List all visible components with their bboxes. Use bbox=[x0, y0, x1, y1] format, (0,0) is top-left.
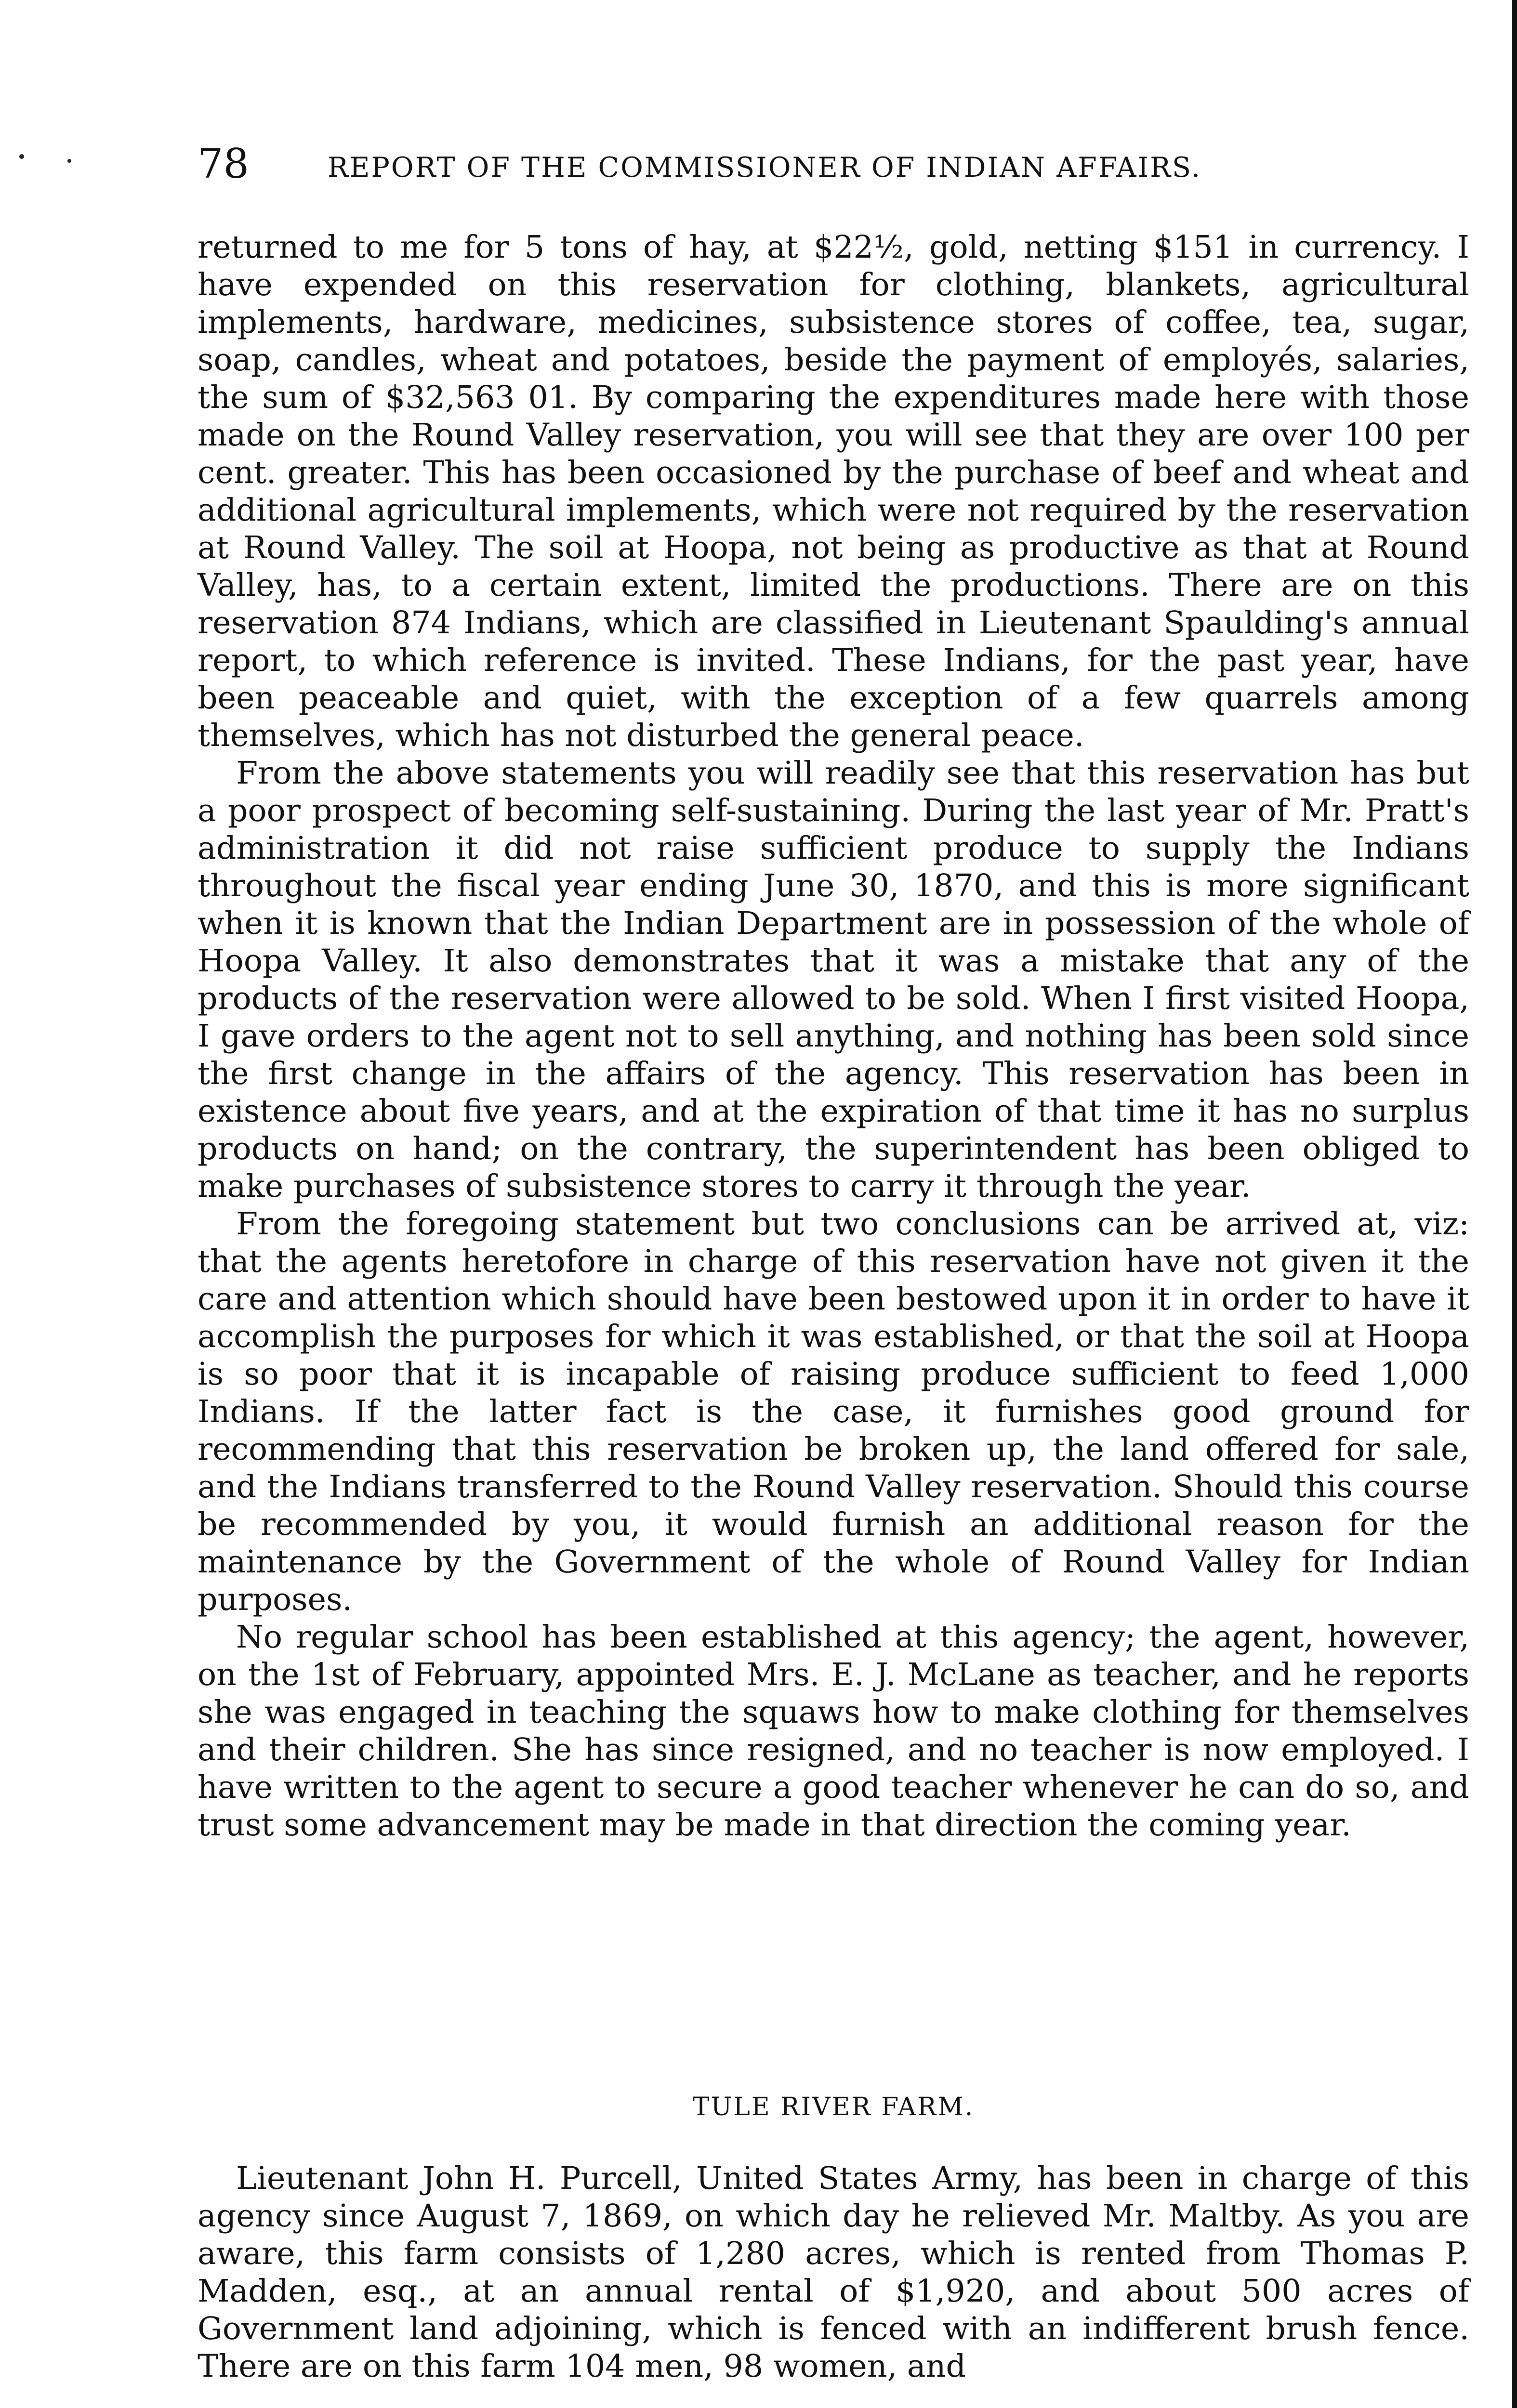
body-text bbox=[198, 229, 1469, 1844]
running-head: REPORT OF THE COMMISSIONER OF INDIAN AFFAIRS. bbox=[328, 152, 1202, 183]
paragraph: Lieutenant John H. Purcell, United States Army, has been in charge of this agency since August 7, 1869, on which day he relieved Mr. Maltby. As you are aware, this farm consists of 1,280 acres, which is rented from Thomas P. Madden, esq., at an annual rental of $1,920, and about 500 acres of Government land adjoining, which is fenced with an indifferent brush fence. There are on this farm 104 men, 98 women, and bbox=[198, 2160, 1469, 2384]
paragraph: returned to me for 5 tons of hay, at $22½, gold, netting $151 in currency. I have expended on this reservation for clothing, blankets, agricultural implements, hardware, medicines, subsistence stores of coffee, tea, sugar, soap, candles, wheat and potatoes, beside the payment of employés, salaries, the sum of $32,563 01. By comparing the expenditures made here with those made on the Round Valley reservation, you will see that they are over 100 per cent. greater. This has been occasioned by the purchase of beef and wheat and additional agricultural implements, which were not required by the reservation at Round Valley. The soil at Hoopa, not being as productive as that at Round Valley, has, to a certain extent, limited the productions. There are on this reservation 874 Indians, which are classified in Lieutenant Spaulding's annual report, to which reference is invited. These Indians, for the past year, have been peaceable and quiet, with the exception of a few quarrels among themselves, which has not disturbed the general peace. bbox=[198, 229, 1469, 754]
section-text bbox=[198, 2160, 1469, 2385]
stray-mark bbox=[19, 154, 24, 159]
page-header bbox=[198, 137, 1469, 190]
paragraph: From the foregoing statement but two conclusions can be arrived at, viz: that the agents heretofore in charge of this reservation have not given it the care and attention which should have been bestowed upon it in order to have it accomplish the purposes for which it was established, or that the soil at Hoopa is so poor that it is incapable of raising produce sufficient to feed 1,000 Indians. If the latter fact is the case, it furnishes good ground for recommending that this reservation be broken up, the land offered for sale, and the Indians transferred to the Round Valley reservation. Should this course be recommended by you, it would furnish an additional reason for the maintenance by the Government of the whole of Round Valley for Indian purposes. bbox=[198, 1206, 1469, 1618]
paragraph: No regular school has been established at this agency; the agent, however, on the 1st of February, appointed Mrs. E. J. McLane as teacher, and he reports she was engaged in teaching the squaws how to make clothing for themselves and their children. She has since resigned, and no teacher is now employed. I have written to the agent to secure a good teacher whenever he can do so, and trust some advancement may be made in that direction the coming year. bbox=[198, 1619, 1469, 1843]
page-edge-right bbox=[1512, 0, 1517, 2408]
paragraph: From the above statements you will readily see that this reservation has but a poor prospect of becoming self-sustaining. During the last year of Mr. Pratt's administration it did not raise sufficient produce to supply the Indians throughout the fiscal year ending June 30, 1870, and this is more significant when it is known that the Indian Department are in possession of the whole of Hoopa Valley. It also demonstrates that it was a mistake that any of the products of the reservation were allowed to be sold. When I first visited Hoopa, I gave orders to the agent not to sell anything, and nothing has been sold since the first change in the affairs of the agency. This reservation has been in existence about five years, and at the expiration of that time it has no surplus products on hand; on the contrary, the superintendent has been obliged to make purchases of subsistence stores to carry it through the year. bbox=[198, 755, 1469, 1204]
section-heading: TULE RIVER FARM. bbox=[692, 2093, 975, 2121]
stray-mark bbox=[67, 159, 71, 163]
page-number: 78 bbox=[198, 140, 249, 187]
